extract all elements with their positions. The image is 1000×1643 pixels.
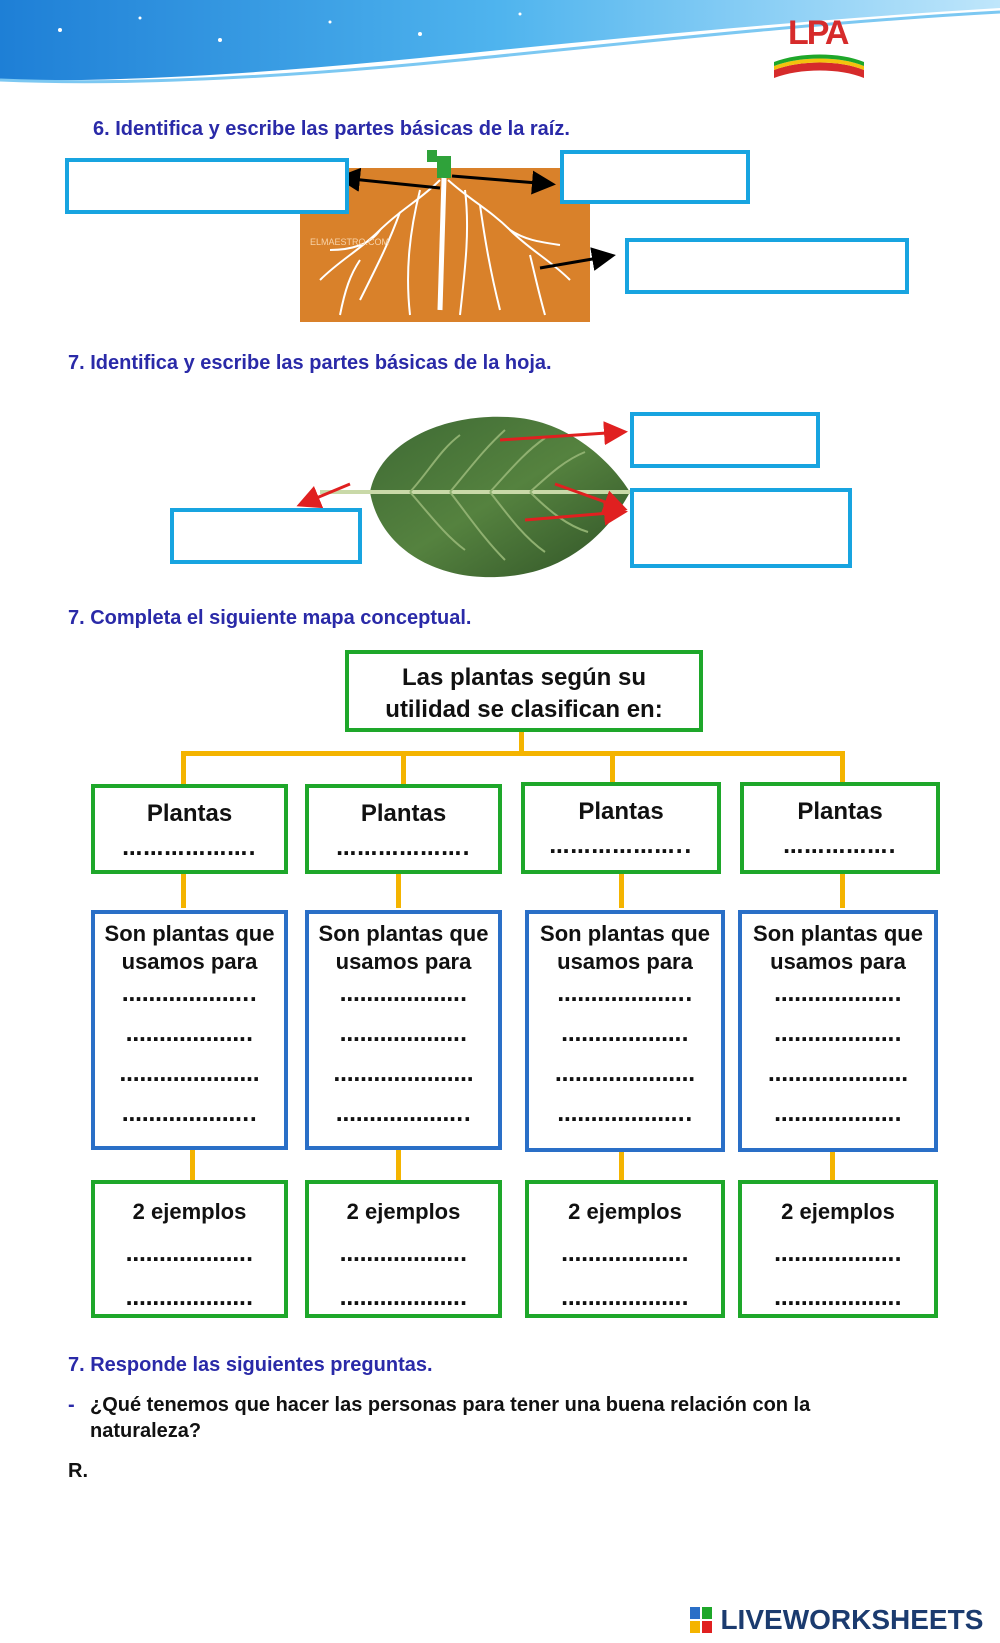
connector-mid-3: [619, 870, 624, 908]
root-answer-box-3[interactable]: [625, 238, 909, 294]
example-blank[interactable]: ……………….: [561, 1286, 689, 1310]
category-title: Plantas: [797, 798, 883, 825]
root-line-2: utilidad se clasifican en:: [385, 696, 663, 723]
usage-blank[interactable]: ………………..: [121, 982, 258, 1006]
usage-blank[interactable]: …………………: [119, 1062, 260, 1086]
usage-blank[interactable]: ………………..: [557, 1102, 693, 1126]
footer-brand: [690, 1604, 983, 1640]
usage-blank[interactable]: ……………….: [125, 1022, 254, 1046]
connector-drop-1: [181, 751, 186, 785]
usage-line-1: Son plantas que: [318, 921, 489, 946]
examples-box-4: [738, 1180, 938, 1318]
examples-label: 2 ejemplos: [346, 1199, 461, 1224]
usage-blank[interactable]: …………………: [333, 1062, 474, 1086]
brand-icon: [690, 1607, 712, 1633]
category-blank[interactable]: ……………….: [122, 836, 257, 860]
brand-name: LIVEWORKSHEETS: [720, 1604, 984, 1635]
usage-blank[interactable]: ……………….: [561, 1022, 689, 1046]
connector-mid-2: [396, 870, 401, 908]
logo-text: LPA: [788, 14, 848, 52]
category-box-3: [521, 782, 721, 874]
usage-line-1: Son plantas que: [540, 921, 710, 946]
category-blank[interactable]: ………………..: [549, 834, 693, 858]
usage-line-1: Son plantas que: [753, 921, 923, 946]
usage-blank[interactable]: ……………….: [339, 982, 468, 1006]
question-7-leaf-heading: 7. Identifica y escribe las partes básicas de la hoja.: [68, 352, 552, 374]
connector-drop-4: [840, 751, 845, 785]
answer-input[interactable]: [100, 1455, 920, 1489]
examples-label: 2 ejemplos: [568, 1199, 682, 1224]
usage-blank[interactable]: ……………….: [774, 1102, 902, 1126]
usage-box-1: [91, 910, 288, 1150]
question-7-questions-heading: 7. Responde las siguientes preguntas.: [68, 1354, 433, 1376]
question-6-heading: 6. Identifica y escribe las partes básicas de la raíz.: [93, 118, 570, 140]
usage-box-4: [738, 910, 938, 1152]
examples-label: 2 ejemplos: [132, 1199, 247, 1224]
question-7-map-heading: 7. Completa el siguiente mapa conceptual.: [68, 607, 472, 629]
example-blank[interactable]: ……………….: [561, 1242, 689, 1266]
examples-box-1: [91, 1180, 288, 1318]
root-watermark: ELMAESTRO.COM: [310, 237, 390, 247]
category-box-4: [740, 782, 940, 874]
question-line-1: ¿Qué tenemos que hacer las personas para tener una buena relación con la: [90, 1394, 811, 1416]
category-blank[interactable]: ……………….: [336, 836, 471, 860]
usage-blank[interactable]: ……………….: [339, 1022, 468, 1046]
usage-line-2: usamos para: [557, 949, 693, 974]
example-blank[interactable]: ……………….: [125, 1242, 254, 1266]
category-title: Plantas: [578, 798, 664, 825]
leaf-answer-box-3[interactable]: [170, 508, 362, 564]
example-blank[interactable]: ……………….: [125, 1286, 254, 1310]
root-line-1: Las plantas según su: [401, 664, 647, 691]
usage-box-3: [525, 910, 725, 1152]
usage-blank[interactable]: ……………….: [774, 1022, 902, 1046]
example-blank[interactable]: ……………….: [339, 1242, 468, 1266]
usage-line-1: Son plantas que: [104, 921, 275, 946]
examples-box-3: [525, 1180, 725, 1318]
category-box-1: [91, 784, 288, 874]
root-answer-box-2[interactable]: [560, 150, 750, 204]
usage-blank[interactable]: ………………..: [335, 1102, 472, 1126]
leaf-answer-box-1[interactable]: [630, 412, 820, 468]
connector-horizontal: [181, 751, 845, 756]
example-blank[interactable]: ……………….: [774, 1242, 902, 1266]
category-title: Plantas: [146, 800, 233, 827]
example-blank[interactable]: ……………….: [774, 1286, 902, 1310]
usage-blank[interactable]: …………………: [555, 1062, 695, 1086]
example-blank[interactable]: ……………….: [339, 1286, 468, 1310]
usage-blank[interactable]: ………………..: [557, 982, 693, 1006]
question-dash: -: [68, 1394, 75, 1416]
usage-blank[interactable]: ……………….: [774, 982, 902, 1006]
examples-box-2: [305, 1180, 502, 1318]
category-title: Plantas: [360, 800, 447, 827]
leaf-answer-box-2[interactable]: [630, 488, 852, 568]
usage-line-2: usamos para: [335, 949, 472, 974]
connector-drop-2: [401, 751, 406, 785]
connector-mid-4: [840, 870, 845, 908]
question-line-2: naturaleza?: [90, 1420, 202, 1442]
usage-box-2: [305, 910, 502, 1150]
examples-label: 2 ejemplos: [781, 1199, 895, 1224]
category-blank[interactable]: …………….: [783, 834, 897, 858]
answer-label: R.: [68, 1460, 88, 1482]
usage-line-2: usamos para: [121, 949, 258, 974]
category-box-2: [305, 784, 502, 874]
connector-mid-1: [181, 870, 186, 908]
root-answer-box-1[interactable]: [65, 158, 349, 214]
usage-blank[interactable]: …………………: [768, 1062, 908, 1086]
usage-line-2: usamos para: [770, 949, 906, 974]
concept-map-root: [345, 650, 703, 732]
connector-drop-3: [610, 751, 615, 785]
usage-blank[interactable]: ………………..: [121, 1102, 258, 1126]
